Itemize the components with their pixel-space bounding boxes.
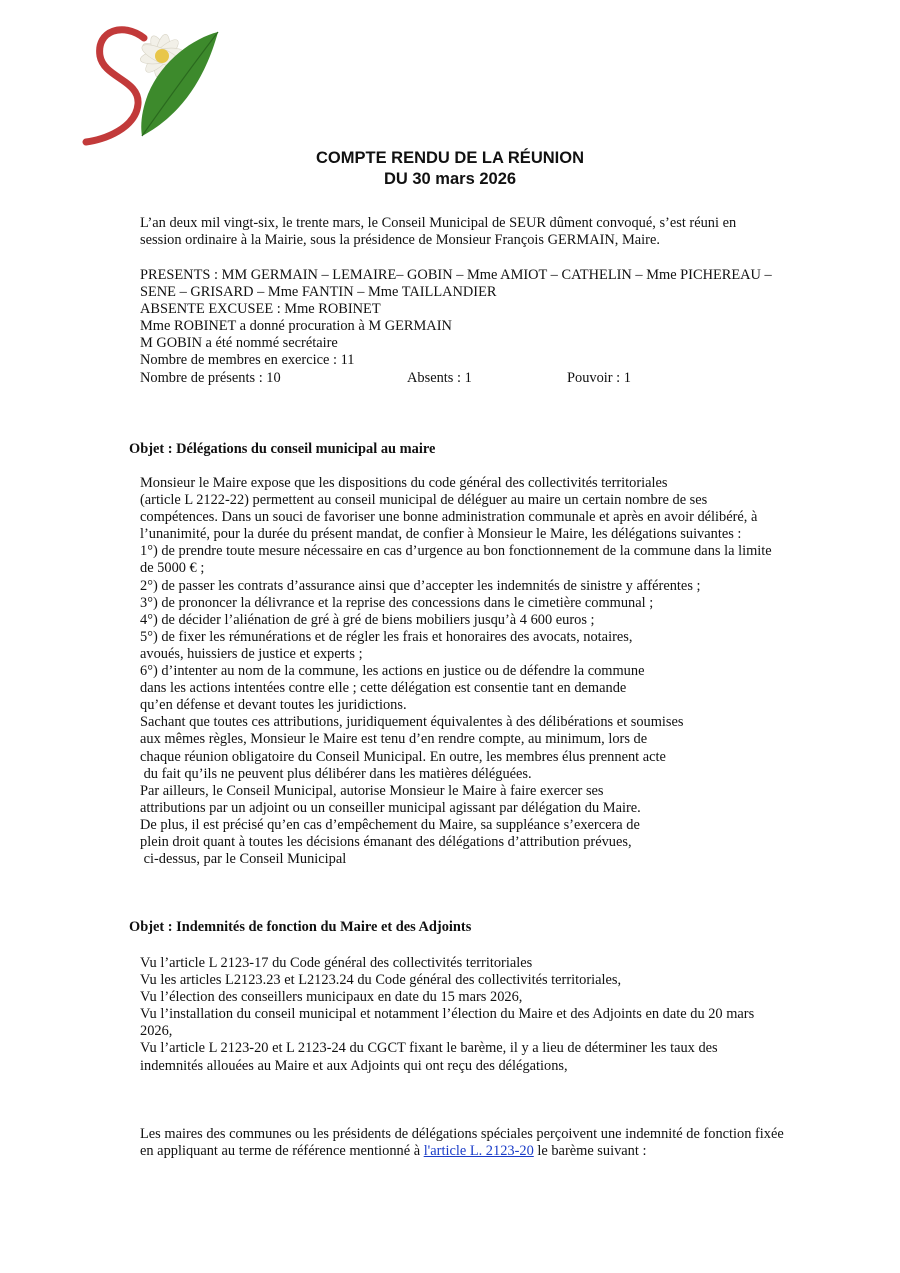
text-line: session ordinaire à la Mairie, sous la présidence de Monsieur François GERMAIN, Maire. [140,232,660,249]
text-line: (article L 2122-22) permettent au conseil municipal de déléguer au maire un certain nombre de ses [140,492,708,509]
text-line: chaque réunion obligatoire du Conseil Municipal. En outre, les membres élus prennent acte [140,748,666,765]
section-heading-delegations: Objet : Délégations du conseil municipal au maire [129,441,436,457]
indemnites-paragraph [140,955,825,1075]
text-line: avoués, huissiers de justice et experts ; [140,645,363,662]
page-title-line-2: DU 30 mars 2026 [383,170,517,188]
text-line: SENE – GRISARD – Mme FANTIN – Mme TAILLANDIER [140,284,497,301]
text-line: 6°) d’intenter au nom de la commune, les actions en justice ou de défendre la commune [140,663,645,680]
text-fragment: en appliquant au terme de référence mentionné à [140,1143,424,1160]
delegations-paragraph [140,475,825,868]
text-line: de 5000 € ; [140,560,205,577]
text-line: aux mêmes règles, Monsieur le Maire est tenu d’en rendre compte, au minimum, lors de [140,731,648,748]
text-line: Vu l’installation du conseil municipal et notamment l’élection du Maire et des Adjoints en date du 20 mars [140,1006,755,1023]
page-title-line-1: COMPTE RENDU DE LA RÉUNION [316,149,584,167]
text-line: 2026, [140,1023,173,1040]
text-line: Par ailleurs, le Conseil Municipal, autorise Monsieur le Maire à faire exercer ses [140,782,604,799]
text-line: plein droit quant à toutes les décisions émanant des délégations d’attribution prévues, [140,833,632,850]
attendance-counts [140,370,825,387]
section-heading-indemnites: Objet : Indemnités de fonction du Maire et des Adjoints [129,919,472,935]
text-line: compétences. Dans un souci de favoriser une bonne administration communale et après en avoir délibéré, à [140,509,758,526]
s-letter-icon [86,30,144,142]
text-line: Les maires des communes ou les présidents de délégations spéciales perçoivent une indemnité de fonction fixée [140,1126,784,1142]
text-fragment: le barème suivant : [533,1143,647,1160]
text-line: 2°) de passer les contrats d’assurance ainsi que d’accepter les indemnités de sinistre y afférentes ; [140,577,701,594]
text-line: 1°) de prendre toute mesure nécessaire en cas d’urgence au bon fonctionnement de la commune dans la limite [140,543,772,560]
text-line: 5°) de fixer les rémunérations et de régler les frais et honoraires des avocats, notaires, [140,628,633,645]
text-line: ci-dessus, par le Conseil Municipal [140,851,347,868]
text-line: l’unanimité, pour la durée du présent mandat, de confier à Monsieur le Maire, les délégations suivantes : [140,526,742,543]
text-line: Vu l’article L 2123-20 et L 2123-24 du CGCT fixant le barème, il y a lieu de déterminer les taux des [140,1040,718,1057]
text-line: M GOBIN a été nommé secrétaire [140,335,338,352]
attendance-block [140,267,825,387]
text-line: Vu l’élection des conseillers municipaux en date du 15 mars 2026, [140,989,523,1006]
intro-paragraph [140,215,825,249]
text-line: 4°) de décider l’aliénation de gré à gré de biens mobiliers jusqu’à 4 600 euros ; [140,611,595,628]
text-line: Vu l’article L 2123-17 du Code général des collectivités territoriales [140,955,533,971]
text-line: Nombre de membres en exercice : 11 [140,352,355,369]
text-line [140,1143,825,1160]
text-line: Monsieur le Maire expose que les dispositions du code général des collectivités territoriales [140,475,668,491]
municipal-logo [82,16,224,150]
absents-count: Absents : 1 [407,369,472,386]
text-line: dans les actions intentées contre elle ; cette délégation est consentie tant en demande [140,680,627,697]
text-line: Sachant que toutes ces attributions, juridiquement équivalentes à des délibérations et soumises [140,714,684,731]
text-line: attributions par un adjoint ou un conseiller municipal agissant par délégation du Maire. [140,799,641,816]
text-line: Mme ROBINET a donné procuration à M GERMAIN [140,318,452,335]
text-line: Vu les articles L2123.23 et L2123.24 du Code général des collectivités territoriales, [140,972,622,989]
text-line: PRESENTS : MM GERMAIN – LEMAIRE– GOBIN – Mme AMIOT – CATHELIN – Mme PICHEREAU – [140,267,772,283]
text-line: du fait qu’ils ne peuvent plus délibérer dans les matières déléguées. [140,765,532,782]
pouvoir-count: Pouvoir : 1 [567,369,631,386]
text-line: ABSENTE EXCUSEE : Mme ROBINET [140,301,381,318]
text-line: qu’en défense et devant toutes les juridictions. [140,697,407,714]
article-l2123-20-link[interactable]: l'article L. 2123-20 [423,1143,534,1160]
text-line: indemnités allouées au Maire et aux Adjoints qui ont reçu des délégations, [140,1057,568,1074]
text-line: 3°) de prononcer la délivrance et la reprise des concessions dans le cimetière communal ; [140,594,654,611]
text-line: De plus, il est précisé qu’en cas d’empêchement du Maire, sa suppléance s’exercera de [140,816,640,833]
presents-count: Nombre de présents : 10 [140,369,281,386]
closing-paragraph [140,1126,825,1160]
text-line: L’an deux mil vingt-six, le trente mars, le Conseil Municipal de SEUR dûment convoqué, s’est réuni en [140,215,737,231]
